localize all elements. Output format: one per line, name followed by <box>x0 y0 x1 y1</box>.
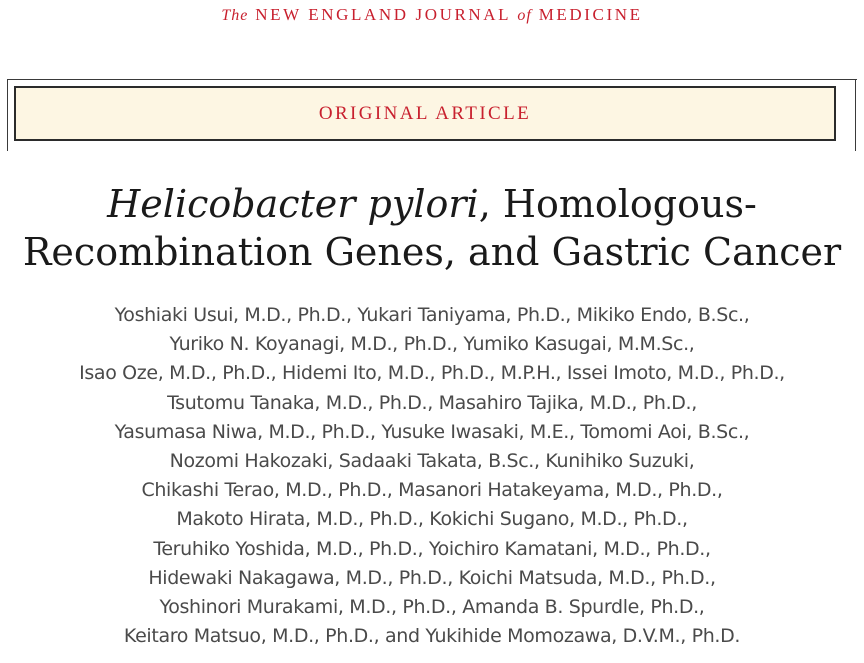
author-line: Chikashi Terao, M.D., Ph.D., Masanori Hatakeyama, M.D., Ph.D., <box>141 479 723 502</box>
journal-connector: of <box>517 7 532 24</box>
author-line: Yoshinori Murakami, M.D., Ph.D., Amanda B. Spurdle, Ph.D., <box>159 596 705 619</box>
right-rule-tick <box>855 79 856 151</box>
top-rule <box>7 79 857 80</box>
journal-name-part1: NEW ENGLAND JOURNAL <box>255 5 511 24</box>
article-type-label: ORIGINAL ARTICLE <box>318 102 532 124</box>
author-line: Isao Oze, M.D., Ph.D., Hidemi Ito, M.D., Ph.D., M.P.H., Issei Imoto, M.D., Ph.D., <box>79 362 785 385</box>
author-line: Yuriko N. Koyanagi, M.D., Ph.D., Yumiko Kasugai, M.M.Sc., <box>169 333 695 356</box>
author-line: Tsutomu Tanaka, M.D., Ph.D., Masahiro Tajika, M.D., Ph.D., <box>167 391 697 414</box>
author-list <box>0 301 864 651</box>
article-type-banner <box>14 86 836 141</box>
title-line-1 <box>0 180 864 228</box>
journal-name-part2: MEDICINE <box>538 5 643 24</box>
journal-prefix: The <box>221 7 249 24</box>
author-line: Yasumasa Niwa, M.D., Ph.D., Yusuke Iwasaki, M.E., Tomomi Aoi, B.Sc., <box>114 420 750 443</box>
author-line: Teruhiko Yoshida, M.D., Ph.D., Yoichiro Kamatani, M.D., Ph.D., <box>153 537 711 560</box>
author-line: Makoto Hirata, M.D., Ph.D., Kokichi Sugano, M.D., Ph.D., <box>176 508 688 531</box>
article-title <box>0 180 864 276</box>
author-line: Keitaro Matsuo, M.D., Ph.D., and Yukihide Momozawa, D.V.M., Ph.D. <box>123 625 741 648</box>
journal-masthead <box>0 5 864 25</box>
author-line: Yoshiaki Usui, M.D., Ph.D., Yukari Taniyama, Ph.D., Mikiko Endo, B.Sc., <box>114 304 750 326</box>
title-line1-rest: , Homologous- <box>478 182 757 226</box>
author-line: Nozomi Hakozaki, Sadaaki Takata, B.Sc., Kunihiko Suzuki, <box>169 450 695 473</box>
title-italic-organism: Helicobacter pylori <box>107 182 479 226</box>
left-rule-tick <box>7 79 8 151</box>
author-line: Hidewaki Nakagawa, M.D., Ph.D., Koichi Matsuda, M.D., Ph.D., <box>148 566 716 589</box>
title-line-2: Recombination Genes, and Gastric Cancer <box>22 230 842 274</box>
